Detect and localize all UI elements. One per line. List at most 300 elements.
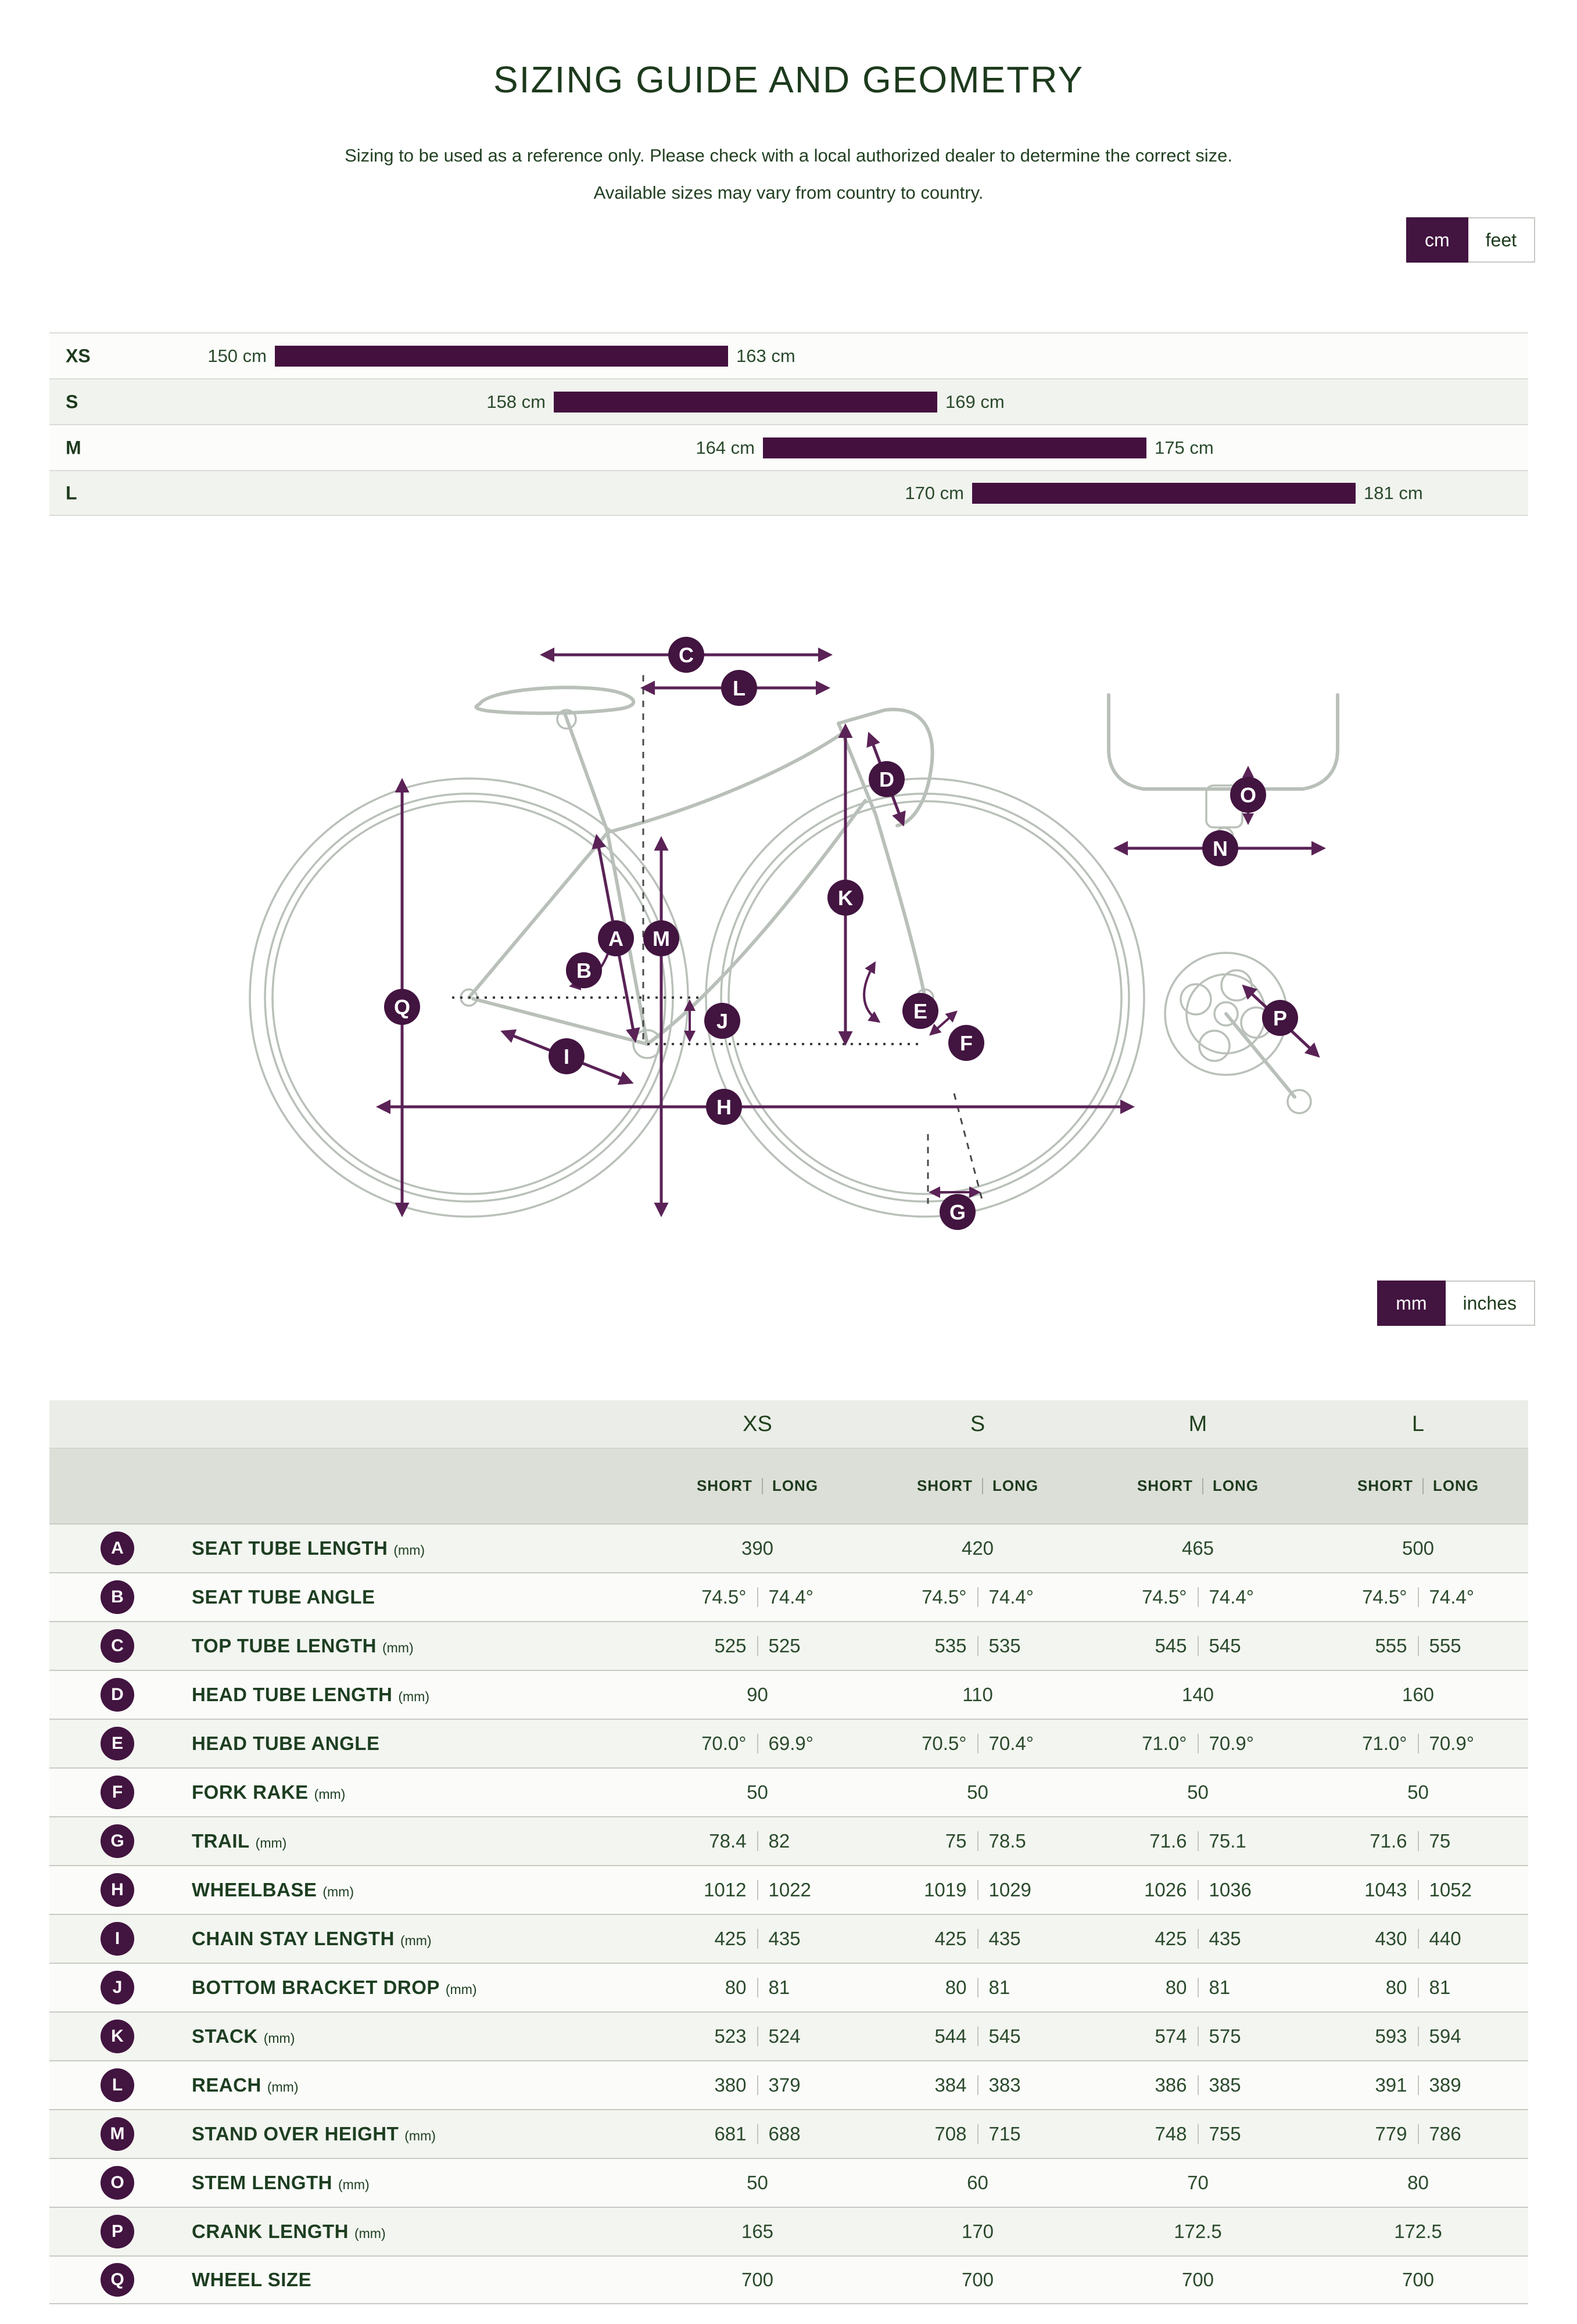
value-cell-J-XS: [647, 1977, 868, 1999]
value-cell-D-S: 110: [962, 1684, 993, 1705]
value-pair: [1106, 2025, 1291, 2047]
value-cell-D-L: 160: [1402, 1684, 1435, 1705]
value-long: 524: [768, 2025, 801, 2047]
value-short: 380: [714, 2074, 747, 2096]
value-cell-F-L: 50: [1407, 1781, 1429, 1803]
value-pair: [1326, 2074, 1511, 2096]
value-long: 70.9°: [1429, 1733, 1474, 1754]
row-unit: (mm): [354, 2226, 386, 2241]
value-cell-B-M: [1088, 1586, 1308, 1608]
fit-header-long: LONG: [772, 1477, 819, 1494]
row-badge-cell: [49, 1922, 192, 1956]
height-unit-option-feet[interactable]: feet: [1468, 217, 1535, 263]
table-row-P: [49, 2207, 1528, 2255]
handlebar-top-view: [1109, 695, 1338, 845]
value-long: 81: [1209, 1977, 1231, 1998]
value-short: 1026: [1144, 1879, 1187, 1900]
value-short: 74.5°: [701, 1586, 747, 1608]
value-long: 1022: [768, 1879, 811, 1900]
value-short: 75: [945, 1830, 967, 1852]
value-short: 545: [1155, 1635, 1187, 1656]
value-long: 545: [1209, 1635, 1241, 1656]
value-short: 555: [1375, 1635, 1407, 1656]
fit-header-long: LONG: [992, 1477, 1039, 1494]
value-long: 75.1: [1209, 1830, 1246, 1852]
value-cell-H-M: [1088, 1879, 1308, 1901]
value-short: 425: [714, 1928, 747, 1949]
value-pair: [665, 2074, 850, 2096]
size-column-header-XS: XS: [743, 1411, 772, 1436]
value-cell-E-L: [1308, 1733, 1528, 1755]
value-cell-A-M: 465: [1181, 1537, 1214, 1559]
geometry-unit-option-mm[interactable]: mm: [1377, 1281, 1445, 1326]
value-long: 535: [988, 1635, 1021, 1656]
row-badge-cell: [49, 1727, 192, 1760]
table-row-K: [49, 2011, 1528, 2060]
value-long: 70.9°: [1209, 1733, 1254, 1754]
row-unit: (mm): [314, 1787, 346, 1802]
value-cell-C-S: [868, 1635, 1088, 1657]
value-cell-J-M: [1088, 1977, 1308, 1999]
row-label: WHEEL SIZE: [192, 2269, 312, 2290]
row-label: STAND OVER HEIGHT (mm): [192, 2123, 436, 2144]
value-long: 545: [988, 2025, 1021, 2047]
value-cell-M-L: [1308, 2123, 1528, 2145]
value-cell-P-S: 170: [961, 2221, 994, 2242]
geometry-unit-toggle: [1377, 1281, 1535, 1326]
table-row-Q: [49, 2255, 1528, 2304]
value-short: 1043: [1364, 1879, 1407, 1900]
value-cell-Q-L: 700: [1402, 2269, 1435, 2290]
table-row-F: [49, 1767, 1528, 1816]
diagram-badge-Q: [384, 989, 420, 1025]
value-short: 78.4: [709, 1830, 747, 1852]
value-short: 74.5°: [1362, 1586, 1407, 1608]
value-cell-C-M: [1088, 1635, 1308, 1657]
row-unit: (mm): [404, 2128, 436, 2143]
bike-geometry-diagram: [0, 604, 1577, 1290]
value-pair: [886, 1830, 1070, 1852]
value-long: 75: [1429, 1830, 1451, 1852]
svg-text:B: B: [576, 959, 592, 982]
value-cell-E-XS: [647, 1733, 868, 1755]
value-cell-H-L: [1308, 1879, 1528, 1901]
row-badge-cell: [49, 1873, 192, 1907]
value-cell-F-S: 50: [967, 1781, 988, 1803]
svg-text:I: I: [563, 1045, 570, 1068]
row-label: CRANK LENGTH (mm): [192, 2221, 386, 2242]
height-to-label: 169 cm: [945, 391, 1005, 412]
row-label: STACK (mm): [192, 2025, 295, 2047]
value-cell-M-XS: [647, 2123, 868, 2145]
value-pair: [665, 1977, 850, 1999]
value-long: 74.4°: [1209, 1586, 1254, 1608]
size-row-L: [49, 470, 1528, 516]
value-cell-K-L: [1308, 2025, 1528, 2047]
row-badge-cell: [49, 2068, 192, 2102]
value-pair: [1106, 1830, 1291, 1852]
value-long: 379: [768, 2074, 801, 2096]
geometry-table: [49, 1400, 1528, 2304]
value-short: 681: [714, 2123, 747, 2144]
value-cell-H-XS: [647, 1879, 868, 1901]
height-to-label: 163 cm: [736, 345, 795, 366]
svg-text:D: D: [879, 768, 894, 791]
value-cell-E-M: [1088, 1733, 1308, 1755]
subtitle-line-1: Sizing to be used as a reference only. Please check with a local authorized dealer to determine the correct size.: [345, 145, 1232, 166]
value-cell-A-L: 500: [1402, 1537, 1435, 1559]
value-cell-H-S: [868, 1879, 1088, 1901]
height-range-bar: [554, 392, 937, 413]
value-cell-I-XS: [647, 1928, 868, 1950]
value-cell-Q-XS: 700: [741, 2269, 774, 2290]
value-cell-M-S: [868, 2123, 1088, 2145]
value-long: 74.4°: [988, 1586, 1034, 1608]
row-badge-F: F: [101, 1776, 134, 1809]
value-pair: [886, 1733, 1070, 1755]
fit-header-short: SHORT: [1137, 1477, 1193, 1494]
value-pair: [1326, 2025, 1511, 2047]
value-cell-A-S: 420: [961, 1537, 994, 1559]
row-badge-cell: [49, 1629, 192, 1663]
size-column-header-M: M: [1188, 1411, 1207, 1436]
geometry-unit-option-inches[interactable]: inches: [1446, 1281, 1536, 1326]
value-short: 74.5°: [1142, 1586, 1187, 1608]
value-long: 81: [1429, 1977, 1451, 1998]
value-cell-D-M: 140: [1181, 1684, 1214, 1705]
row-badge-cell: [49, 2263, 192, 2297]
value-short: 535: [934, 1635, 967, 1656]
table-row-B: [49, 1572, 1528, 1621]
table-row-L: [49, 2060, 1528, 2109]
value-long: 435: [768, 1928, 801, 1949]
value-long: 74.4°: [768, 1586, 813, 1608]
value-cell-K-M: [1088, 2025, 1308, 2047]
value-pair: [1326, 1586, 1511, 1608]
value-cell-F-M: 50: [1187, 1781, 1209, 1803]
row-badge-cell: [49, 1971, 192, 2004]
value-long: 78.5: [988, 1830, 1026, 1852]
table-row-J: [49, 1963, 1528, 2011]
row-badge-M: M: [101, 2117, 134, 2151]
table-row-I: [49, 1914, 1528, 1963]
table-header-sizes: [49, 1400, 1528, 1448]
row-badge-P: P: [101, 2215, 134, 2248]
svg-text:O: O: [1239, 783, 1257, 807]
height-from-label: 164 cm: [696, 437, 755, 458]
row-label: HEAD TUBE ANGLE: [192, 1733, 380, 1754]
value-short: 80: [945, 1977, 967, 1998]
fit-header-pair: [1137, 1477, 1259, 1495]
diagram-badge-A: [598, 920, 634, 956]
height-to-label: 181 cm: [1364, 482, 1423, 503]
value-cell-P-M: 172.5: [1174, 2221, 1222, 2242]
value-short: 80: [1385, 1977, 1407, 1998]
value-pair: [886, 1635, 1070, 1657]
value-long: 74.4°: [1429, 1586, 1474, 1608]
row-unit: (mm): [382, 1640, 414, 1655]
row-badge-Q: Q: [101, 2263, 134, 2297]
value-cell-J-S: [868, 1977, 1088, 1999]
value-short: 71.0°: [1362, 1733, 1407, 1754]
value-long: 81: [768, 1977, 790, 1998]
height-range-bar: [275, 346, 728, 367]
row-label: STEM LENGTH (mm): [192, 2172, 370, 2193]
row-badge-cell: [49, 2215, 192, 2248]
value-short: 430: [1375, 1928, 1407, 1949]
value-short: 425: [934, 1928, 967, 1949]
value-long: 1052: [1429, 1879, 1472, 1900]
row-badge-H: H: [101, 1873, 134, 1907]
value-short: 523: [714, 2025, 747, 2047]
value-short: 74.5°: [922, 1586, 967, 1608]
value-pair: [665, 2025, 850, 2047]
fit-header-XS: [647, 1477, 868, 1495]
size-label: S: [66, 391, 78, 412]
svg-text:E: E: [913, 999, 928, 1023]
value-pair: [1106, 2074, 1291, 2096]
row-badge-J: J: [101, 1971, 134, 2004]
value-long: 82: [768, 1830, 790, 1852]
row-badge-cell: [49, 1580, 192, 1614]
value-short: 70.0°: [701, 1733, 747, 1754]
diagram-badge-P: [1262, 1000, 1298, 1036]
value-long: 70.4°: [988, 1733, 1034, 1754]
value-short: 525: [714, 1635, 747, 1656]
fit-header-divider: [1422, 1478, 1424, 1494]
value-pair: [1326, 1977, 1511, 1999]
table-row-O: [49, 2158, 1528, 2207]
value-cell-L-M: [1088, 2074, 1308, 2096]
row-unit: (mm): [338, 2177, 370, 2192]
fit-header-pair: [697, 1477, 818, 1495]
value-cell-L-L: [1308, 2074, 1528, 2096]
value-long: 81: [988, 1977, 1010, 1998]
table-row-A: [49, 1523, 1528, 1572]
value-pair: [1326, 1830, 1511, 1852]
fit-header-short: SHORT: [1357, 1477, 1413, 1494]
value-cell-Q-M: 700: [1181, 2269, 1214, 2290]
diagram-badge-B: [566, 952, 602, 988]
value-long: 525: [768, 1635, 801, 1656]
value-short: 1012: [704, 1879, 747, 1900]
value-cell-L-S: [868, 2074, 1088, 2096]
height-from-label: 170 cm: [905, 482, 964, 503]
row-label: REACH (mm): [192, 2074, 299, 2096]
value-cell-O-XS: 50: [747, 2172, 768, 2193]
value-long: 69.9°: [768, 1733, 813, 1754]
row-badge-cell: [49, 2020, 192, 2053]
row-badge-I: I: [101, 1922, 134, 1956]
value-pair: [1106, 1879, 1291, 1901]
value-cell-F-XS: 50: [747, 1781, 768, 1803]
row-badge-cell: [49, 1532, 192, 1565]
table-row-M: [49, 2109, 1528, 2158]
row-label: SEAT TUBE ANGLE: [192, 1586, 375, 1608]
size-row-S: [49, 378, 1528, 424]
row-badge-G: G: [101, 1824, 134, 1858]
row-label: WHEELBASE (mm): [192, 1879, 354, 1900]
row-badge-K: K: [101, 2020, 134, 2053]
value-cell-B-XS: [647, 1586, 868, 1608]
height-unit-toggle: [1406, 217, 1535, 263]
diagram-badge-J: [704, 1003, 740, 1039]
fit-header-divider: [982, 1478, 983, 1494]
row-badge-cell: [49, 2117, 192, 2151]
value-short: 593: [1375, 2025, 1407, 2047]
row-unit: (mm): [398, 1689, 429, 1704]
svg-text:N: N: [1213, 837, 1228, 860]
value-long: 786: [1429, 2123, 1461, 2144]
table-row-E: [49, 1719, 1528, 1767]
value-pair: [1106, 1928, 1291, 1950]
value-cell-M-M: [1088, 2123, 1308, 2145]
svg-text:L: L: [733, 676, 746, 700]
svg-text:H: H: [716, 1095, 732, 1119]
size-column-header-L: L: [1411, 1411, 1425, 1436]
row-badge-B: B: [101, 1580, 134, 1614]
value-cell-B-L: [1308, 1586, 1528, 1608]
value-long: 440: [1429, 1928, 1461, 1949]
value-pair: [886, 2074, 1070, 2096]
measurement-lines: [452, 675, 983, 1204]
value-cell-D-XS: 90: [747, 1684, 768, 1705]
value-cell-K-S: [868, 2025, 1088, 2047]
diagram-badge-O: [1230, 777, 1266, 813]
value-long: 555: [1429, 1635, 1461, 1656]
value-pair: [665, 1733, 850, 1755]
fit-header-M: [1088, 1477, 1308, 1495]
table-header-fit: [49, 1448, 1528, 1523]
diagram-badge-M: [643, 920, 679, 956]
value-pair: [886, 1977, 1070, 1999]
bike-frame: [469, 687, 933, 1058]
svg-text:Q: Q: [393, 995, 411, 1019]
value-cell-O-S: 60: [967, 2172, 988, 2193]
value-pair: [665, 1879, 850, 1901]
fit-header-short: SHORT: [696, 1477, 752, 1494]
value-cell-I-M: [1088, 1928, 1308, 1950]
row-unit: (mm): [255, 1835, 287, 1850]
value-short: 708: [934, 2123, 967, 2144]
svg-text:A: A: [608, 927, 623, 951]
value-long: 688: [768, 2123, 801, 2144]
value-cell-O-L: 80: [1407, 2172, 1429, 2193]
value-pair: [665, 1928, 850, 1950]
size-label: L: [66, 482, 77, 503]
height-from-label: 150 cm: [207, 345, 267, 366]
row-badge-cell: [49, 1824, 192, 1858]
value-cell-L-XS: [647, 2074, 868, 2096]
height-to-label: 175 cm: [1155, 437, 1214, 458]
value-pair: [1106, 1635, 1291, 1657]
size-column-header-S: S: [970, 1411, 985, 1436]
size-label: XS: [66, 345, 91, 366]
value-pair: [1106, 2123, 1291, 2145]
value-cell-A-XS: 390: [741, 1537, 774, 1559]
value-short: 386: [1155, 2074, 1187, 2096]
fit-header-S: [868, 1477, 1088, 1495]
value-long: 385: [1209, 2074, 1241, 2096]
value-long: 435: [988, 1928, 1021, 1949]
row-label: HEAD TUBE LENGTH (mm): [192, 1684, 429, 1705]
table-row-D: [49, 1670, 1528, 1719]
value-cell-Q-S: 700: [961, 2269, 994, 2290]
height-unit-option-cm[interactable]: cm: [1406, 217, 1468, 263]
value-cell-G-XS: [647, 1830, 868, 1852]
diagram-badge-N: [1202, 830, 1238, 866]
row-label: FORK RAKE (mm): [192, 1781, 346, 1803]
svg-text:C: C: [679, 643, 694, 667]
row-unit: (mm): [400, 1933, 432, 1948]
value-cell-G-L: [1308, 1830, 1528, 1852]
svg-text:G: G: [949, 1200, 966, 1224]
diagram-badge-D: [869, 761, 905, 797]
value-pair: [886, 2025, 1070, 2047]
row-label: BOTTOM BRACKET DROP (mm): [192, 1977, 477, 1998]
value-short: 384: [934, 2074, 967, 2096]
value-short: 425: [1155, 1928, 1187, 1949]
value-short: 748: [1155, 2123, 1187, 2144]
value-pair: [886, 1928, 1070, 1950]
value-cell-G-S: [868, 1830, 1088, 1852]
subtitle-line-2: Available sizes may vary from country to country.: [593, 182, 984, 203]
value-cell-G-M: [1088, 1830, 1308, 1852]
value-short: 544: [934, 2025, 967, 2047]
value-short: 1019: [924, 1879, 967, 1900]
value-pair: [1326, 1733, 1511, 1755]
value-pair: [886, 1879, 1070, 1901]
row-unit: (mm): [263, 2031, 295, 2046]
value-pair: [886, 1586, 1070, 1608]
row-badge-C: C: [101, 1629, 134, 1663]
value-long: 755: [1209, 2123, 1241, 2144]
value-pair: [1106, 1586, 1291, 1608]
value-cell-C-XS: [647, 1635, 868, 1657]
value-short: 71.0°: [1142, 1733, 1187, 1754]
row-unit: (mm): [393, 1543, 425, 1558]
value-pair: [1326, 1635, 1511, 1657]
table-row-C: [49, 1621, 1528, 1670]
row-badge-D: D: [101, 1678, 134, 1712]
value-cell-K-XS: [647, 2025, 868, 2047]
value-pair: [665, 1586, 850, 1608]
fit-header-L: [1308, 1477, 1528, 1495]
svg-text:J: J: [716, 1009, 729, 1033]
value-long: 715: [988, 2123, 1021, 2144]
diagram-badge-F: [948, 1025, 984, 1061]
row-label: TOP TUBE LENGTH (mm): [192, 1635, 414, 1656]
size-label: M: [66, 437, 81, 458]
svg-text:M: M: [653, 927, 670, 951]
value-pair: [665, 2123, 850, 2145]
fit-header-long: LONG: [1212, 1477, 1259, 1494]
row-label: CHAIN STAY LENGTH (mm): [192, 1928, 432, 1949]
value-cell-I-L: [1308, 1928, 1528, 1950]
height-range-bar: [972, 483, 1356, 504]
value-pair: [1326, 1879, 1511, 1901]
table-row-G: [49, 1816, 1528, 1865]
value-cell-B-S: [868, 1586, 1088, 1608]
value-long: 1029: [988, 1879, 1031, 1900]
height-from-label: 158 cm: [486, 391, 546, 412]
size-row-M: [49, 424, 1528, 470]
row-label: SEAT TUBE LENGTH (mm): [192, 1537, 425, 1559]
value-cell-P-XS: 165: [741, 2221, 774, 2242]
fit-header-divider: [1202, 1478, 1203, 1494]
row-badge-cell: [49, 1776, 192, 1809]
diagram-badge-G: [940, 1194, 976, 1230]
